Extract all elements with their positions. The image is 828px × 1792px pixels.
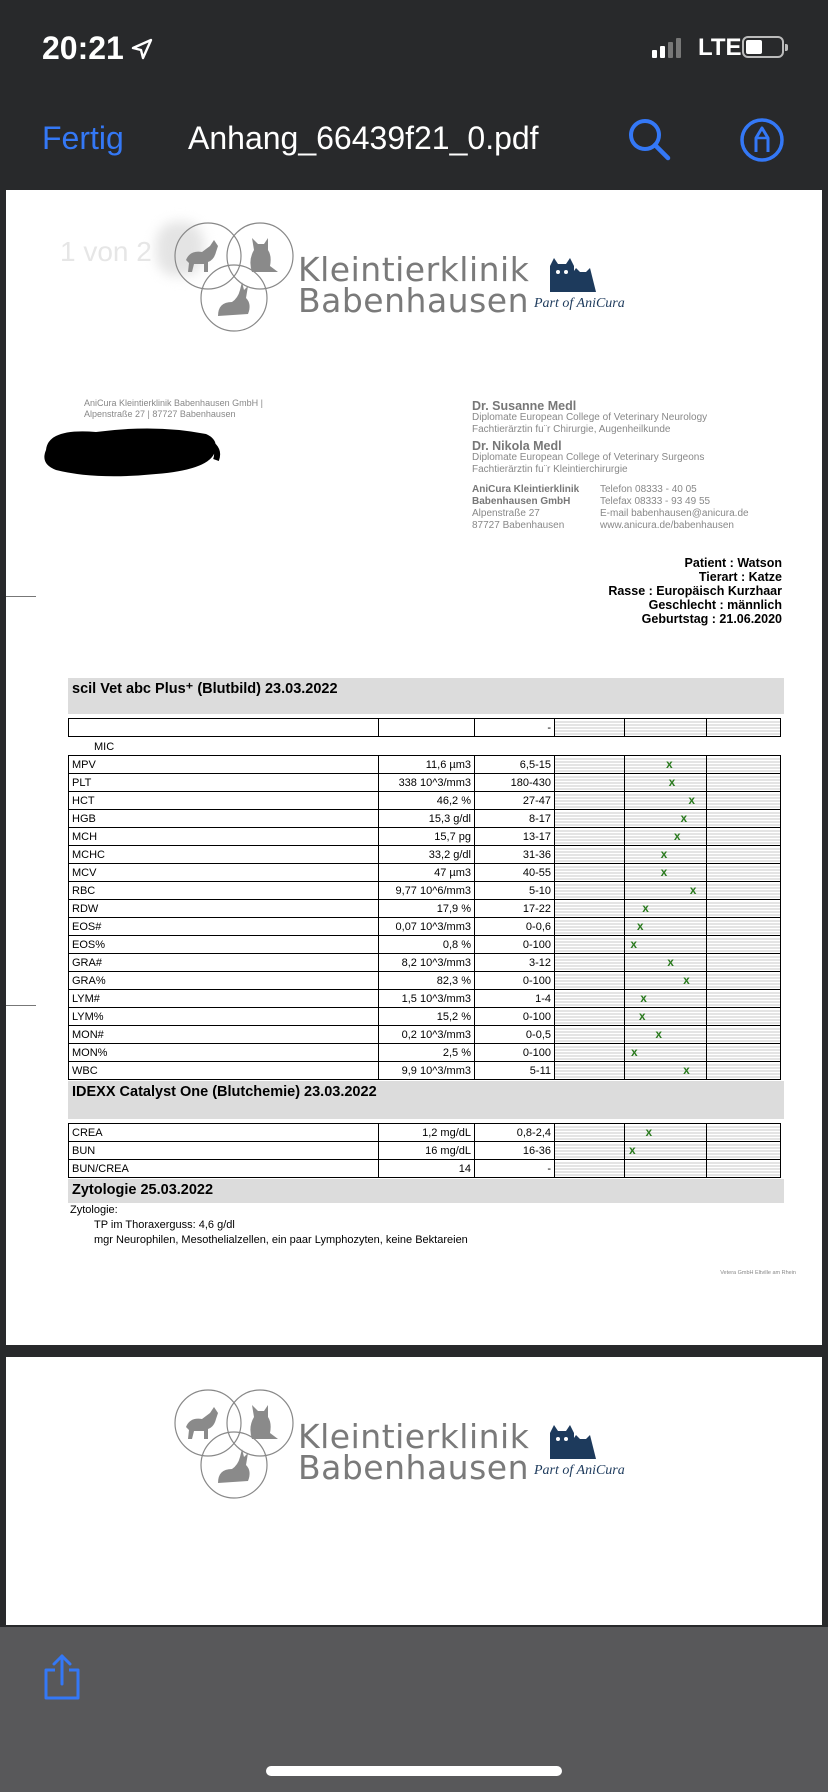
grid-cell	[555, 828, 625, 846]
done-button[interactable]: Fertig	[42, 120, 124, 156]
grid-cell	[707, 719, 781, 737]
status-grid-cell	[625, 918, 707, 936]
in-range-mark: x	[673, 829, 681, 843]
header-cell	[69, 719, 379, 737]
grid-cell	[555, 792, 625, 810]
section-spacer	[68, 1105, 784, 1119]
contact-block	[472, 484, 792, 532]
table-row	[69, 1062, 781, 1080]
grid-cell	[707, 972, 781, 990]
grid-cell	[555, 972, 625, 990]
patient-info	[608, 556, 782, 626]
grid-cell	[707, 1008, 781, 1026]
grid-cell	[555, 918, 625, 936]
grid-cell	[707, 864, 781, 882]
param-cell: MCHC	[69, 846, 379, 864]
in-range-mark: x	[667, 955, 674, 969]
cyto-section-title: Zytologie 25.03.2022	[68, 1179, 784, 1203]
email: E-mail babenhausen@anicura.de	[600, 508, 749, 519]
value-cell: 14	[379, 1160, 475, 1178]
group-label: MIC	[94, 741, 115, 753]
range-cell: 0-0,6	[475, 918, 555, 936]
vet-2-specialty: Fachtierärztin fu¨r Kleintierchirurgie	[472, 464, 628, 475]
section-spacer	[68, 702, 784, 714]
status-grid-cell	[625, 1124, 707, 1142]
grid-cell	[707, 1124, 781, 1142]
param-cell: MON#	[69, 1026, 379, 1044]
anicura-partner-text: Part of AniCura	[534, 296, 625, 311]
search-icon[interactable]	[626, 116, 672, 162]
table-row	[69, 954, 781, 972]
location-arrow-icon	[130, 37, 154, 61]
markup-pen-icon[interactable]	[738, 116, 786, 164]
redacted-address-scribble	[36, 420, 222, 482]
range-cell: 5-11	[475, 1062, 555, 1080]
table-row	[69, 1160, 781, 1178]
patient-species: Tierart : Katze	[698, 570, 782, 584]
anicura-partner-text: Part of AniCura	[534, 1463, 625, 1478]
in-range-mark: x	[680, 811, 688, 825]
param-cell: RBC	[69, 882, 379, 900]
param-cell: HCT	[69, 792, 379, 810]
table-row	[69, 1044, 781, 1062]
network-type: LTE	[698, 34, 742, 61]
grid-cell	[555, 990, 625, 1008]
grid-cell	[555, 1062, 625, 1080]
value-cell: 15,2 %	[379, 1008, 475, 1026]
param-cell: CREA	[69, 1124, 379, 1142]
table-row	[69, 846, 781, 864]
param-cell: BUN/CREA	[69, 1160, 379, 1178]
grid-cell	[555, 1124, 625, 1142]
table-row	[69, 1124, 781, 1142]
clinic-animals-logo	[156, 220, 306, 340]
grid-cell	[555, 864, 625, 882]
grid-cell	[707, 1044, 781, 1062]
clinic-name-line1: Kleintierklinik	[298, 1417, 530, 1456]
sender-address	[84, 398, 263, 420]
vet-name-1: Dr. Susanne Medl	[472, 399, 577, 413]
grid-cell	[707, 918, 781, 936]
pdf-page-2[interactable]	[6, 1357, 822, 1625]
value-cell: 8,2 10^3/mm3	[379, 954, 475, 972]
footer-note: Vetera GmbH Eltville am Rhein	[720, 1270, 796, 1276]
pdf-page-1[interactable]	[6, 190, 822, 1345]
in-range-mark: x	[629, 1143, 636, 1157]
table-row	[69, 990, 781, 1008]
range-cell: 0-0,5	[475, 1026, 555, 1044]
home-indicator[interactable]	[266, 1766, 562, 1776]
cytology-text	[68, 1203, 784, 1248]
website: www.anicura.de/babenhausen	[600, 520, 734, 531]
patient-sex: Geschlecht : männlich	[648, 598, 782, 612]
grid-cell	[555, 1142, 625, 1160]
value-cell: 47 µm3	[379, 864, 475, 882]
range-cell: 0,8-2,4	[475, 1124, 555, 1142]
clinic-name-line1: Kleintierklinik	[298, 250, 530, 289]
range-cell: 3-12	[475, 954, 555, 972]
value-cell: 9,9 10^3/mm3	[379, 1062, 475, 1080]
fold-mark-1	[6, 596, 36, 597]
grid-cell	[707, 1142, 781, 1160]
range-cell: 27-47	[475, 792, 555, 810]
value-cell: 17,9 %	[379, 900, 475, 918]
range-cell: 17-22	[475, 900, 555, 918]
grid-cell	[707, 1062, 781, 1080]
in-range-mark: x	[630, 1045, 638, 1059]
range-cell: 31-36	[475, 846, 555, 864]
param-cell: WBC	[69, 1062, 379, 1080]
file-title: Anhang_66439f21_0.pdf	[188, 120, 539, 156]
cytology-line2: mgr Neurophilen, Mesothelialzellen, ein paar Lymphozyten, keine Bektareien	[94, 1234, 468, 1246]
in-range-mark: x	[660, 847, 668, 861]
in-range-mark: x	[630, 937, 637, 951]
blood-results-table	[68, 755, 781, 1080]
clinic-name-line2: Babenhausen	[298, 1448, 529, 1487]
blood-header-table	[68, 718, 781, 737]
fax: Telefax 08333 - 93 49 55	[600, 496, 711, 507]
city: 87727 Babenhausen	[472, 520, 565, 531]
param-cell: MCV	[69, 864, 379, 882]
grid-cell	[555, 774, 625, 792]
grid-cell	[707, 756, 781, 774]
status-grid-cell	[625, 756, 707, 774]
blood-section-title: scil Vet abc Plus⁺ (Blutbild) 23.03.2022	[68, 678, 784, 702]
table-row	[69, 882, 781, 900]
status-grid-cell	[625, 864, 707, 882]
param-cell: LYM#	[69, 990, 379, 1008]
range-cell: 40-55	[475, 864, 555, 882]
table-row	[69, 756, 781, 774]
in-range-mark: x	[668, 775, 676, 789]
status-grid-cell	[625, 954, 707, 972]
table-row	[69, 900, 781, 918]
value-cell: 16 mg/dL	[379, 1142, 475, 1160]
param-cell: GRA#	[69, 954, 379, 972]
status-grid-cell	[625, 1062, 707, 1080]
range-cell: 6,5-15	[475, 756, 555, 774]
status-grid-cell	[625, 1008, 707, 1026]
grid-cell	[707, 792, 781, 810]
value-cell: 82,3 %	[379, 972, 475, 990]
param-cell: EOS%	[69, 936, 379, 954]
grid-cell	[707, 828, 781, 846]
clinic-animals-logo	[156, 1387, 306, 1507]
in-range-mark: x	[683, 973, 690, 987]
cytology-label: Zytologie:	[70, 1204, 118, 1216]
chem-section-title: IDEXX Catalyst One (Blutchemie) 23.03.2022	[68, 1081, 784, 1105]
value-cell: 1,5 10^3/mm3	[379, 990, 475, 1008]
table-row	[69, 1008, 781, 1026]
grid-cell	[555, 936, 625, 954]
header-dash: -	[475, 719, 555, 737]
anicura-cats-icon	[526, 252, 616, 296]
status-grid-cell	[625, 900, 707, 918]
grid-cell	[555, 1026, 625, 1044]
status-grid-cell	[625, 882, 707, 900]
grid-cell	[707, 936, 781, 954]
param-cell: GRA%	[69, 972, 379, 990]
street: Alpenstraße 27	[472, 508, 540, 519]
cellular-signal-icon	[652, 38, 681, 58]
grid-cell	[555, 1044, 625, 1062]
grid-cell	[555, 1160, 625, 1178]
param-cell: MCH	[69, 828, 379, 846]
table-row	[69, 1142, 781, 1160]
status-grid-cell	[625, 828, 707, 846]
range-cell: 0-100	[475, 1044, 555, 1062]
grid-cell	[555, 810, 625, 828]
vet-name-2: Dr. Nikola Medl	[472, 439, 562, 453]
clinic-name-line2: Babenhausen	[298, 281, 529, 320]
grid-cell	[555, 900, 625, 918]
range-cell: 1-4	[475, 990, 555, 1008]
patient-breed: Rasse : Europäisch Kurzhaar	[608, 584, 782, 598]
range-cell: 0-100	[475, 936, 555, 954]
status-grid-cell	[625, 936, 707, 954]
status-grid-cell	[625, 846, 707, 864]
grid-cell	[707, 846, 781, 864]
anicura-logo	[526, 1419, 625, 1481]
grid-cell	[555, 719, 625, 737]
range-cell: 8-17	[475, 810, 555, 828]
grid-cell	[707, 990, 781, 1008]
table-row	[69, 792, 781, 810]
status-grid-cell	[625, 1044, 707, 1062]
clinic-name	[298, 250, 530, 320]
status-grid-cell	[625, 774, 707, 792]
anicura-logo	[526, 252, 625, 314]
vet-1-specialty: Fachtierärztin fu¨r Chirurgie, Augenheilkunde	[472, 424, 671, 435]
value-cell: 1,2 mg/dL	[379, 1124, 475, 1142]
range-cell: 5-10	[475, 882, 555, 900]
sender-line2: Alpenstraße 27 | 87727 Babenhausen	[84, 409, 236, 419]
in-range-mark: x	[638, 1009, 646, 1023]
grid-cell	[707, 954, 781, 972]
range-cell: 180-430	[475, 774, 555, 792]
param-cell: PLT	[69, 774, 379, 792]
param-cell: HGB	[69, 810, 379, 828]
table-row	[69, 1026, 781, 1044]
table-row	[69, 828, 781, 846]
table-row	[69, 719, 781, 737]
table-row	[69, 972, 781, 990]
value-cell: 0,07 10^3/mm3	[379, 918, 475, 936]
in-range-mark: x	[660, 865, 668, 879]
status-grid-cell	[625, 1160, 707, 1178]
param-cell: BUN	[69, 1142, 379, 1160]
status-grid-cell	[625, 1142, 707, 1160]
in-range-mark: x	[683, 1063, 690, 1077]
status-grid-cell	[625, 990, 707, 1008]
table-row	[69, 936, 781, 954]
in-range-mark: x	[688, 793, 696, 807]
value-cell: 9,77 10^6/mm3	[379, 882, 475, 900]
value-cell: 15,7 pg	[379, 828, 475, 846]
phone: Telefon 08333 - 40 05	[600, 484, 697, 495]
share-icon[interactable]	[42, 1652, 82, 1702]
value-cell: 0,2 10^3/mm3	[379, 1026, 475, 1044]
param-cell: MON%	[69, 1044, 379, 1062]
patient-name: Patient : Watson	[684, 556, 782, 570]
status-time	[42, 30, 154, 67]
in-range-mark: x	[642, 901, 649, 915]
vet-1-title: Diplomate European College of Veterinary Neurology	[472, 412, 708, 423]
lab-results	[68, 678, 784, 1248]
grid-cell	[707, 882, 781, 900]
in-range-mark: x	[640, 991, 647, 1005]
grid-cell	[707, 1160, 781, 1178]
company-name-2: Babenhausen GmbH	[472, 496, 571, 507]
grid-cell	[555, 756, 625, 774]
table-row	[69, 918, 781, 936]
grid-cell	[707, 774, 781, 792]
status-bar	[0, 0, 828, 92]
in-range-mark: x	[689, 883, 697, 897]
range-cell: 16-36	[475, 1142, 555, 1160]
company-name-1: AniCura Kleintierklinik	[472, 484, 580, 495]
table-row	[69, 864, 781, 882]
grid-cell	[707, 810, 781, 828]
value-cell: 15,3 g/dl	[379, 810, 475, 828]
clinic-info-block	[472, 396, 792, 532]
value-cell: 11,6 µm3	[379, 756, 475, 774]
vet-2-title: Diplomate European College of Veterinary Surgeons	[472, 452, 705, 463]
chem-results-table	[68, 1123, 781, 1178]
status-grid-cell	[625, 972, 707, 990]
table-row	[69, 810, 781, 828]
battery-icon	[742, 36, 784, 58]
grid-cell	[555, 846, 625, 864]
param-cell: LYM%	[69, 1008, 379, 1026]
time-text: 20:21	[42, 30, 124, 66]
param-cell: EOS#	[69, 918, 379, 936]
page-counter: 1 von 2	[60, 236, 152, 267]
grid-cell	[625, 719, 707, 737]
value-cell: 0,8 %	[379, 936, 475, 954]
in-range-mark: x	[636, 919, 644, 933]
range-cell: 0-100	[475, 972, 555, 990]
grid-cell	[555, 1008, 625, 1026]
in-range-mark: x	[655, 1027, 663, 1041]
grid-cell	[555, 954, 625, 972]
value-cell: 2,5 %	[379, 1044, 475, 1062]
range-cell: 13-17	[475, 828, 555, 846]
patient-birthday: Geburtstag : 21.06.2020	[641, 612, 782, 626]
in-range-mark: x	[665, 757, 673, 771]
value-cell: 338 10^3/mm3	[379, 774, 475, 792]
clinic-name	[298, 1417, 530, 1487]
value-cell: 46,2 %	[379, 792, 475, 810]
status-grid-cell	[625, 1026, 707, 1044]
status-grid-cell	[625, 810, 707, 828]
grid-cell	[707, 900, 781, 918]
range-cell: 0-100	[475, 1008, 555, 1026]
in-range-mark: x	[645, 1125, 653, 1139]
value-cell: 33,2 g/dl	[379, 846, 475, 864]
fold-mark-2	[6, 1005, 36, 1006]
param-cell: RDW	[69, 900, 379, 918]
grid-cell	[707, 1026, 781, 1044]
param-cell: MPV	[69, 756, 379, 774]
anicura-cats-icon	[526, 1419, 616, 1463]
range-cell: -	[475, 1160, 555, 1178]
sender-line1: AniCura Kleintierklinik Babenhausen GmbH |	[84, 398, 263, 408]
grid-cell	[555, 882, 625, 900]
table-row	[69, 774, 781, 792]
cytology-line1: TP im Thoraxerguss: 4,6 g/dl	[94, 1219, 235, 1231]
header-cell	[379, 719, 475, 737]
status-grid-cell	[625, 792, 707, 810]
